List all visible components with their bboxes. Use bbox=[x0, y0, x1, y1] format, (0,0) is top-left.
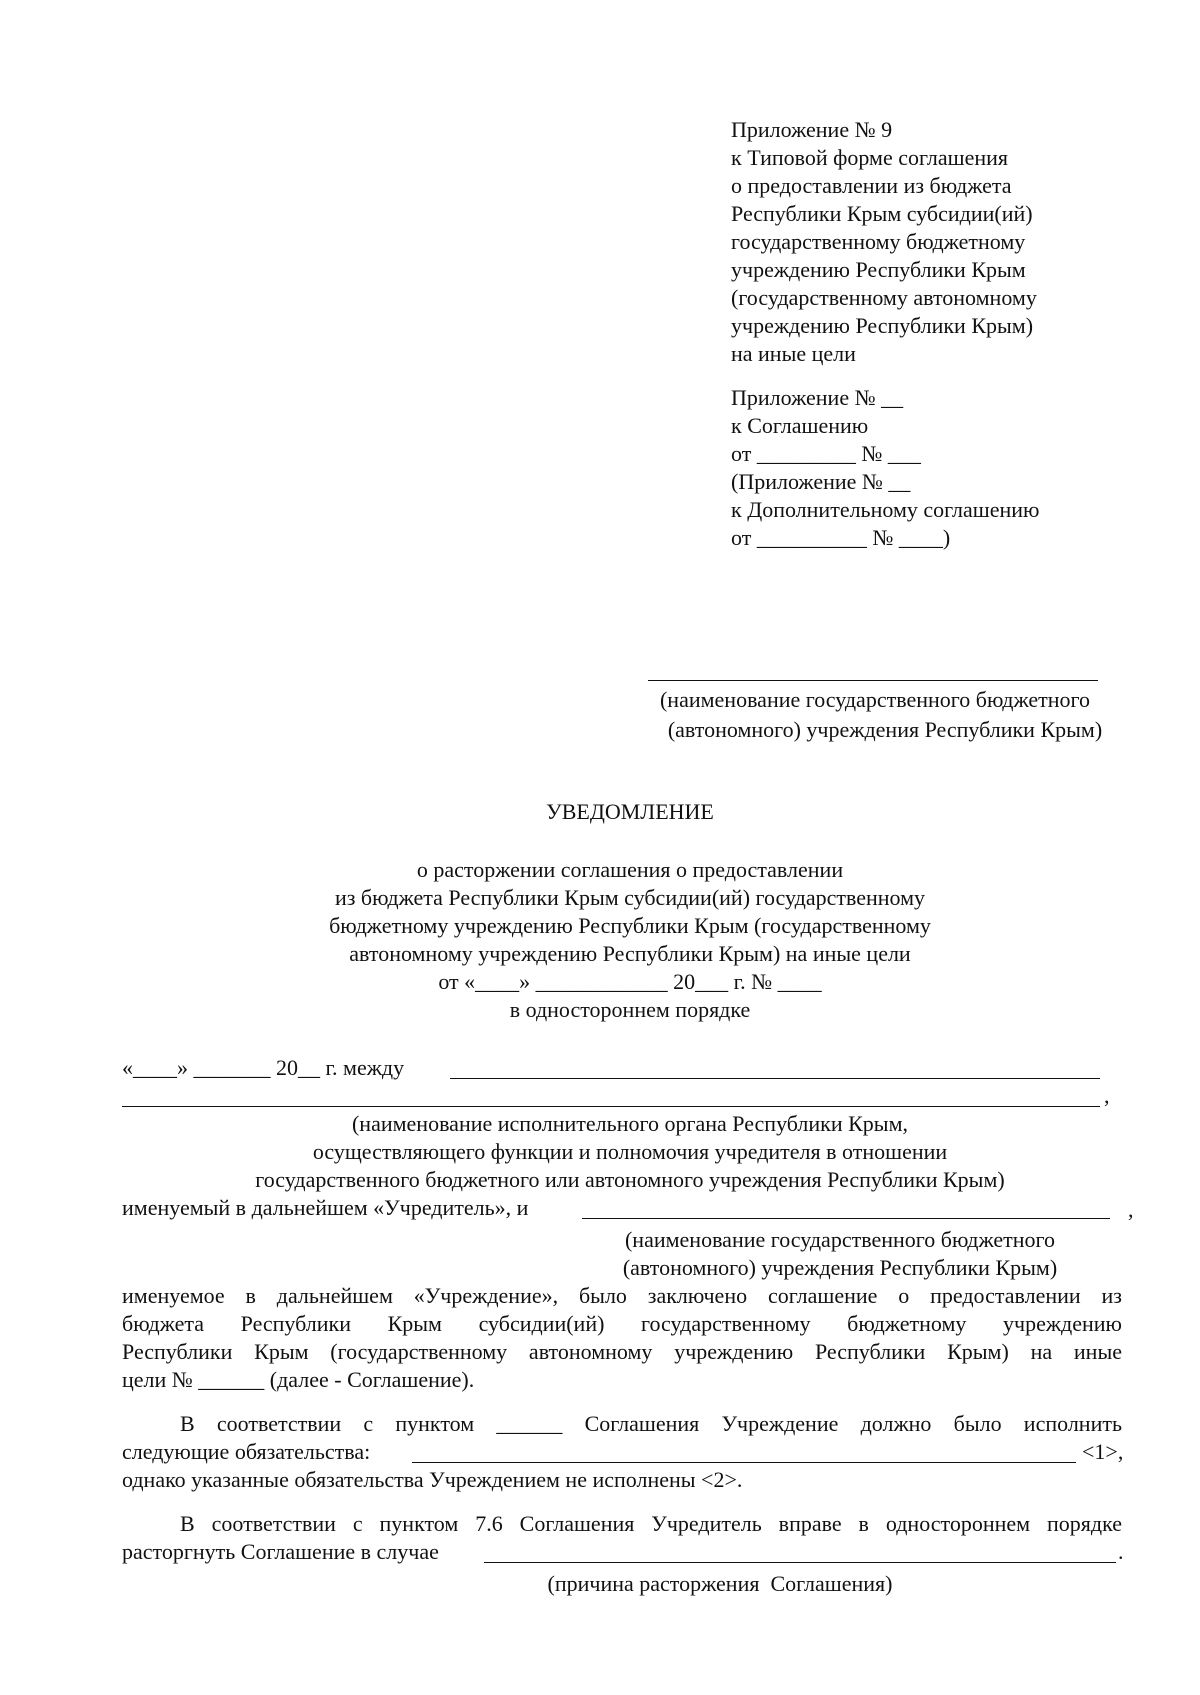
founder-name-field[interactable] bbox=[450, 1078, 1100, 1079]
comma: , bbox=[1104, 1083, 1110, 1108]
paragraph-line: однако указанные обязательства Учреждением не исполнены <2>. bbox=[122, 1467, 743, 1492]
founder-named-text: именуемый в дальнейшем «Учредитель», и bbox=[122, 1195, 529, 1220]
comma: , bbox=[1128, 1197, 1134, 1222]
subtitle-line: о расторжении соглашения о предоставлении bbox=[416, 857, 844, 882]
institution-caption: (наименование государственного бюджетного bbox=[624, 1227, 1055, 1252]
founder-caption: осуществляющего функции и полномочия учредителя в отношении bbox=[312, 1139, 948, 1164]
paragraph-line: именуемое в дальнейшем «Учреждение», было заключено соглашение о предоставлении из bbox=[122, 1283, 1122, 1308]
appendix-line: о предоставлении из бюджета bbox=[731, 173, 1012, 198]
appendix-line: Приложение № 9 bbox=[731, 117, 893, 142]
appendix-line: государственному бюджетному bbox=[731, 229, 1026, 254]
institution-caption: (автономного) учреждения Республики Крым) bbox=[622, 1255, 1058, 1280]
appendix-line: (государственному автономному bbox=[731, 285, 1037, 310]
recipient-caption: (автономного) учреждения Республики Крым) bbox=[667, 717, 1103, 742]
obligations-field[interactable] bbox=[412, 1462, 1076, 1463]
founder-name-field-cont[interactable] bbox=[122, 1106, 1100, 1107]
footnote-ref: <1>, bbox=[1082, 1439, 1124, 1464]
institution-name-field[interactable] bbox=[582, 1218, 1110, 1219]
obligations-label: следующие обязательства: bbox=[122, 1439, 371, 1464]
subtitle-line: в одностороннем порядке bbox=[509, 997, 751, 1022]
appendix-line: Республики Крым субсидии(ий) bbox=[731, 201, 1033, 226]
founder-caption: государственного бюджетного или автономного учреждения Республики Крым) bbox=[255, 1167, 1005, 1192]
agreement-ref-line: от _________ № ___ bbox=[731, 441, 921, 466]
agreement-ref-line: от __________ № ____) bbox=[731, 525, 951, 550]
appendix-line: к Типовой форме соглашения bbox=[731, 145, 1009, 170]
reason-label: расторгнуть Соглашение в случае bbox=[122, 1539, 439, 1564]
agreement-ref-line: Приложение № __ bbox=[731, 385, 904, 410]
paragraph-line: В соответствии с пунктом 7.6 Соглашения Учредитель вправе в одностороннем порядке bbox=[180, 1511, 1122, 1536]
founder-caption: (наименование исполнительного органа Республики Крым, bbox=[351, 1111, 909, 1136]
recipient-name-field[interactable] bbox=[648, 680, 1098, 681]
subtitle-line: из бюджета Республики Крым субсидии(ий) государственному bbox=[334, 885, 926, 910]
period: . bbox=[1118, 1539, 1124, 1564]
subtitle-line: бюджетному учреждению Республики Крым (государственному bbox=[329, 913, 931, 938]
termination-reason-field[interactable] bbox=[484, 1562, 1116, 1563]
paragraph-line: Республики Крым (государственному автономному учреждению Республики Крым) на иные bbox=[122, 1339, 1122, 1364]
date-line: «____» _______ 20__ г. между bbox=[122, 1055, 405, 1080]
recipient-caption: (наименование государственного бюджетного bbox=[659, 687, 1090, 712]
document-title: УВЕДОМЛЕНИЕ bbox=[546, 799, 714, 824]
agreement-ref-line: к Соглашению bbox=[731, 413, 869, 438]
appendix-line: на иные цели bbox=[731, 341, 856, 366]
appendix-line: учреждению Республики Крым bbox=[731, 257, 1026, 282]
paragraph-line: В соответствии с пунктом ______ Соглашения Учреждение должно было исполнить bbox=[180, 1411, 1122, 1436]
subtitle-line: автономному учреждению Республики Крым) на иные цели bbox=[349, 941, 911, 966]
reason-caption: (причина расторжения Соглашения) bbox=[547, 1571, 893, 1596]
appendix-line: учреждению Республики Крым) bbox=[731, 313, 1034, 338]
paragraph-line: цели № ______ (далее - Соглашение). bbox=[122, 1367, 475, 1392]
paragraph-line: бюджета Республики Крым субсидии(ий) государственному бюджетному учреждению bbox=[122, 1311, 1122, 1336]
subtitle-line: от «____» ____________ 20___ г. № ____ bbox=[438, 969, 822, 994]
agreement-ref-line: (Приложение № __ bbox=[731, 469, 911, 494]
agreement-ref-line: к Дополнительному соглашению bbox=[731, 497, 1040, 522]
